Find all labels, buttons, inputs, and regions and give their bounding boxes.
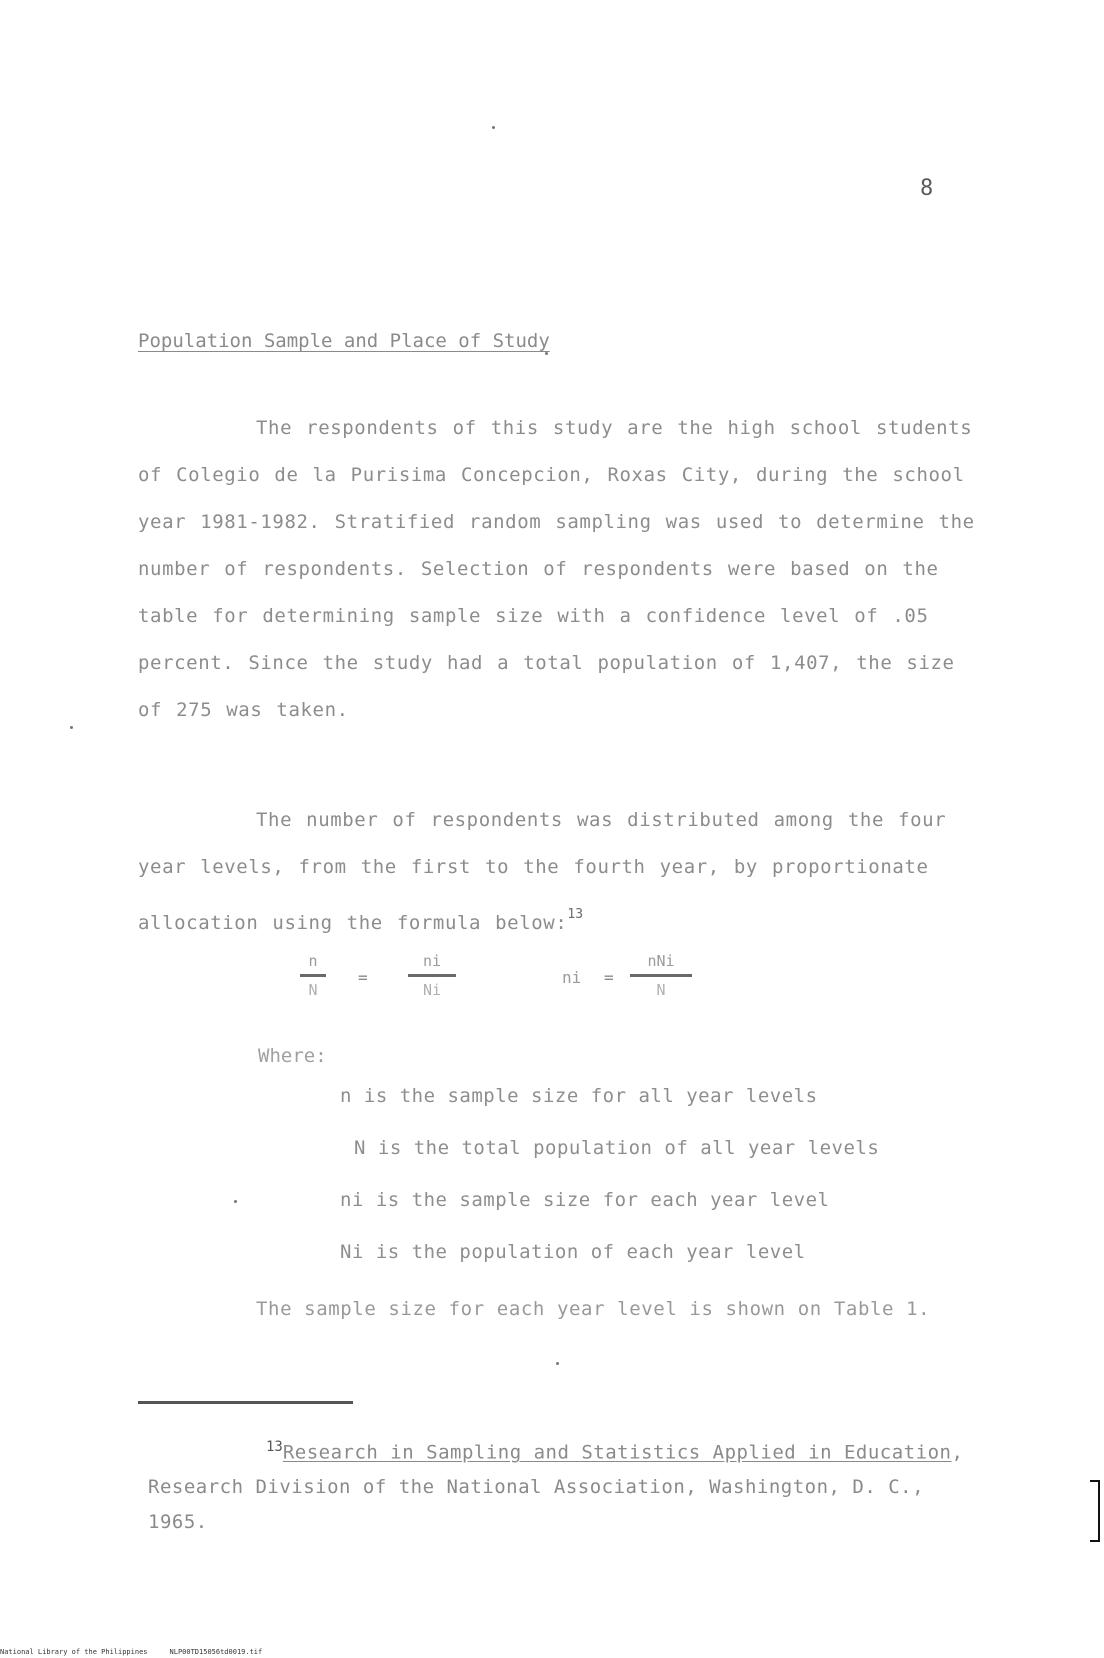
fraction-denominator: N (308, 981, 318, 999)
definition-list (340, 1085, 879, 1293)
definition-item: Ni is the population of each year level (340, 1241, 806, 1263)
equals-sign: = (358, 968, 368, 987)
footnote (148, 1430, 978, 1540)
credit-library: National Library of the Philippines (0, 1648, 148, 1656)
scan-speck (234, 1200, 237, 1203)
equals-sign: = (604, 968, 614, 987)
fraction-numerator: nNi (647, 952, 675, 970)
fraction-ni-over-Ni (408, 952, 456, 1001)
fraction-numerator: n (308, 952, 318, 970)
fraction-bar (408, 974, 456, 977)
fraction-numerator: ni (422, 952, 442, 970)
fraction-denominator: Ni (422, 981, 442, 999)
footnote-title: Research in Sampling and Statistics Applied in Education (282, 1441, 952, 1464)
where-label: Where: (258, 1045, 327, 1067)
scan-speck (545, 352, 548, 355)
fraction-nNi-over-N (630, 952, 692, 1001)
scan-edge-bracket (1090, 1480, 1100, 1542)
fraction-denominator: N (656, 981, 666, 999)
body-paragraph: The respondents of this study are the high school students of Colegio de la Purisima Concepcion, Roxas City, during the school year 1981-1982. Stratified random sampling was used to determine the number of respondents. Selection of respondents were based on the table for determining sample size with a confidence level of .05 percent. Since the study had a total population of 1,407, the size of 275 was taken. (138, 417, 975, 721)
footnote-marker: 13 (266, 1439, 283, 1455)
definition-item: N is the total population of all year levels (354, 1137, 880, 1159)
closing-paragraph: The sample size for each year level is shown on Table 1. (256, 1298, 931, 1320)
credit-file: NLP00TD15056td0019.tif (169, 1648, 263, 1656)
formula-lhs: ni (562, 968, 582, 987)
page-number: 8 (920, 176, 934, 201)
footnote-rule (138, 1401, 353, 1404)
definition-item: n is the sample size for all year levels (340, 1085, 818, 1107)
scan-credit-line (0, 1648, 284, 1656)
scan-speck (556, 1362, 559, 1365)
fraction-bar (300, 974, 326, 977)
paragraph-text: The number of respondents was distributed among the four year levels, from the first to the fourth year, by proportionate allocation using the formula below: (138, 809, 947, 934)
chapter-heading (330, 252, 780, 276)
body-paragraph-allocation (138, 797, 978, 947)
footnote-text: , Research Division of the National Association, Washington, D. C., 1965. (148, 1441, 964, 1534)
fraction-bar (630, 974, 692, 977)
allocation-formula (300, 952, 760, 1032)
footnote-reference: 13 (567, 907, 584, 922)
section-heading: Population Sample and Place of Study (138, 330, 550, 352)
scan-speck (492, 126, 495, 129)
definition-item: ni is the sample size for each year level (340, 1189, 830, 1211)
scan-speck (70, 726, 73, 729)
fraction-n-over-N (300, 952, 326, 1001)
